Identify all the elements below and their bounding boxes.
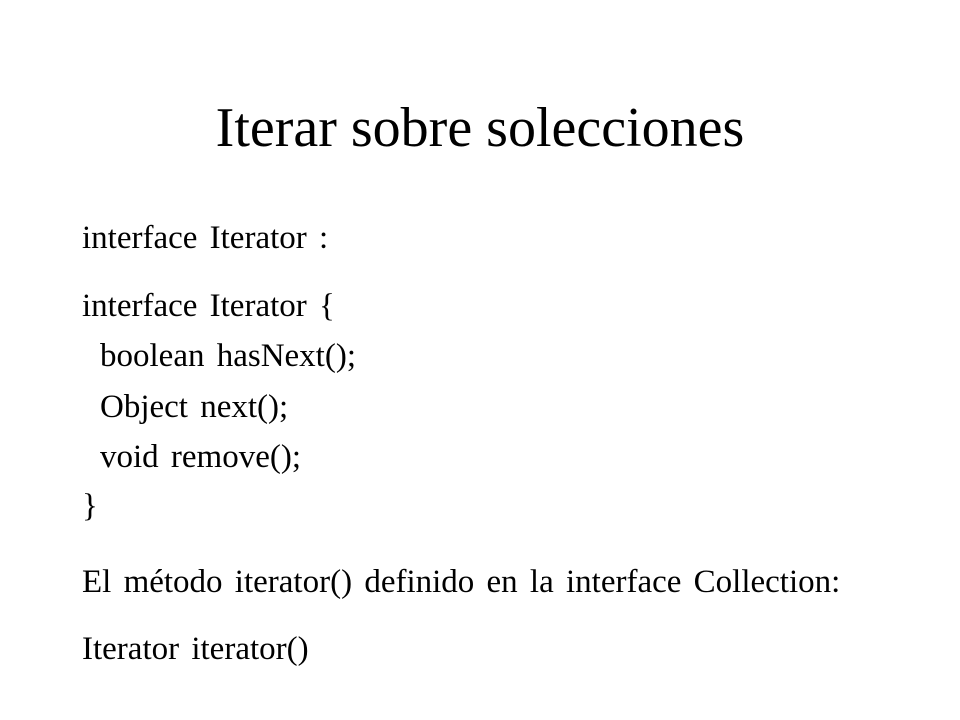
code-line-remove: void remove(); bbox=[100, 439, 302, 475]
code-line-close-brace: } bbox=[82, 488, 98, 524]
text-line-interface-heading: interface Iterator : bbox=[82, 220, 329, 256]
code-line-iterator-signature: Iterator iterator() bbox=[82, 631, 309, 667]
text-line-iterator-method: El método iterator() definido en la interface Collection: bbox=[82, 564, 841, 600]
slide-title: Iterar sobre solecciones bbox=[215, 97, 745, 159]
code-line-hasnext: boolean hasNext(); bbox=[100, 338, 356, 374]
code-line-next: Object next(); bbox=[100, 389, 289, 425]
code-line-interface-open: interface Iterator { bbox=[82, 288, 335, 324]
